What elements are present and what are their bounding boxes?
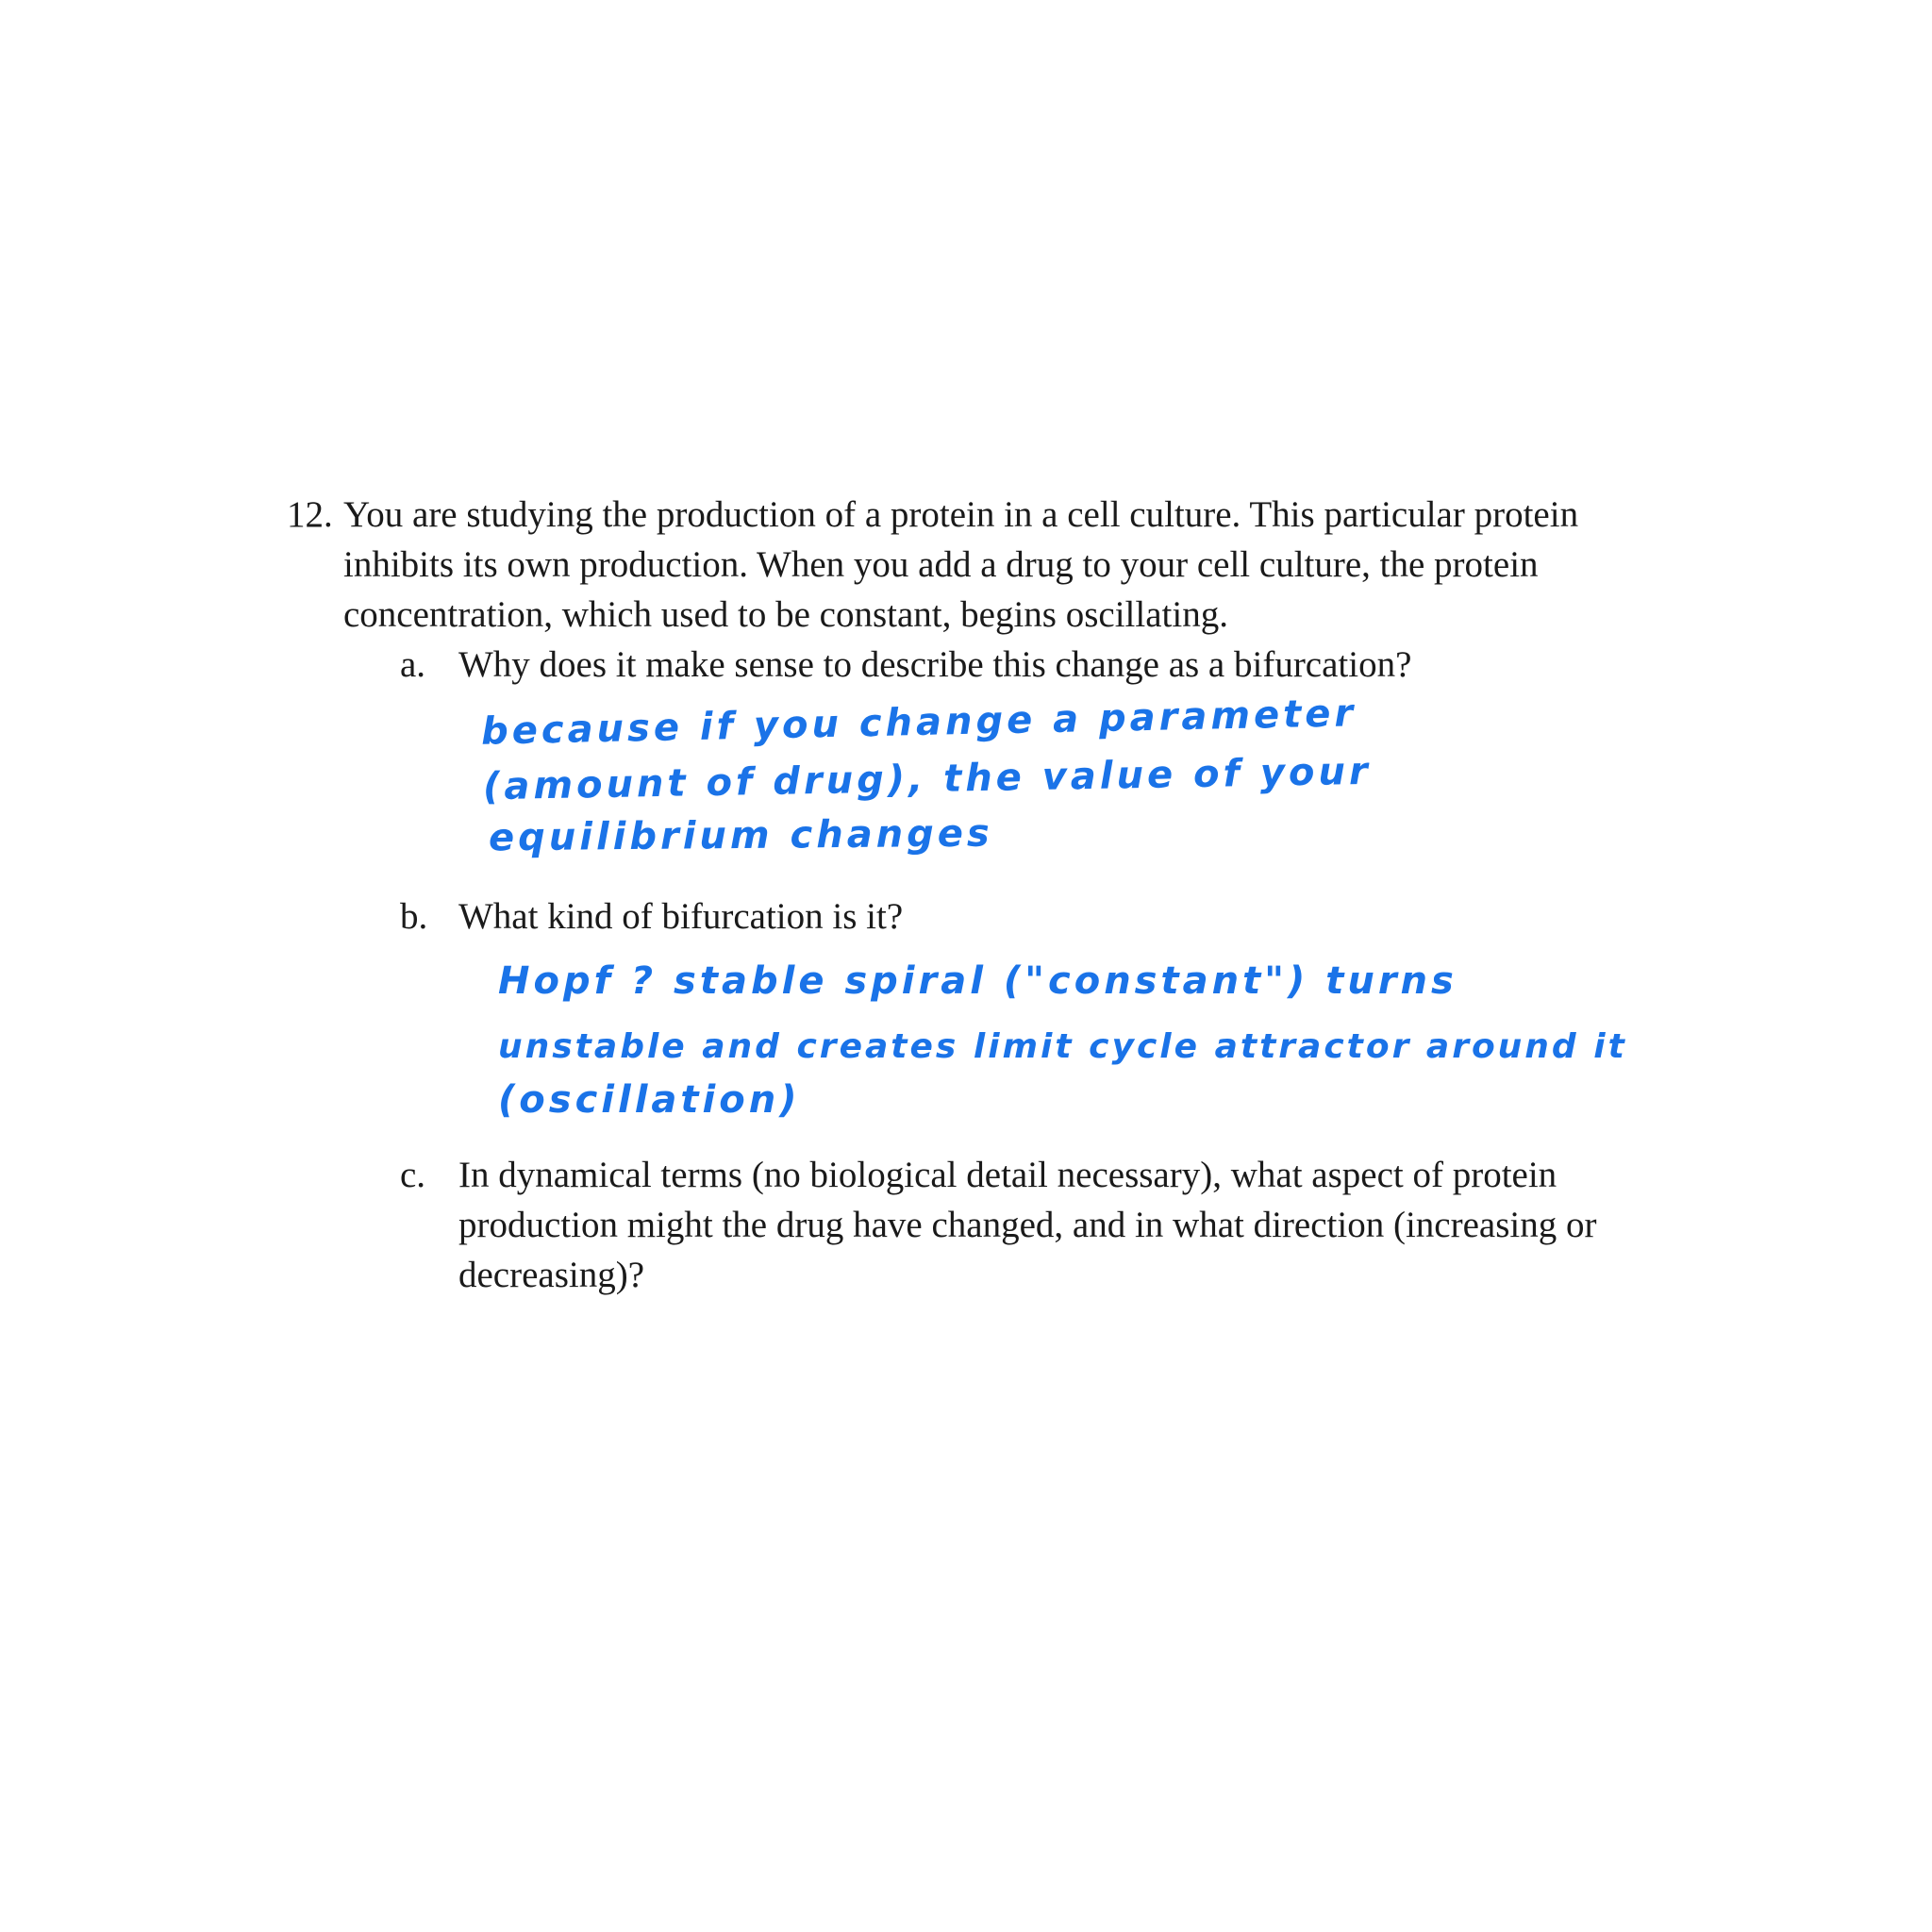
part-b-prompt: What kind of bifurcation is it? (458, 896, 904, 937)
part-a-letter: a. (400, 644, 426, 685)
part-c-prompt-line-3: decreasing)? (458, 1255, 645, 1295)
part-a-prompt: Why does it make sense to describe this change as a bifurcation? (458, 644, 1412, 685)
part-b-answer-line-3: (oscillation) (498, 1078, 801, 1122)
part-c-letter: c. (400, 1155, 426, 1195)
part-a-answer-line-3: equilibrium changes (488, 811, 993, 860)
part-b-letter: b. (400, 896, 428, 937)
part-a-answer-line-1: because if you change a parameter (480, 691, 1357, 754)
question-line-1: You are studying the production of a protein in a cell culture. This particular protein (343, 494, 1579, 535)
question-line-3: concentration, which used to be constant, begins oscillating. (343, 594, 1228, 635)
question-line-2: inhibits its own production. When you add a drug to your cell culture, the protein (343, 544, 1539, 585)
part-c-prompt-line-1: In dynamical terms (no biological detail necessary), what aspect of protein (458, 1155, 1557, 1195)
question-number: 12. (287, 494, 333, 535)
part-b-answer-line-1: Hopf ? stable spiral ("constant") turns (498, 959, 1457, 1003)
part-a-answer-line-2: (amount of drug), the value of your (482, 749, 1372, 809)
part-b-answer-line-2: unstable and creates limit cycle attractor around it (498, 1027, 1627, 1066)
part-c-prompt-line-2: production might the drug have changed, and in what direction (increasing or (458, 1205, 1597, 1245)
